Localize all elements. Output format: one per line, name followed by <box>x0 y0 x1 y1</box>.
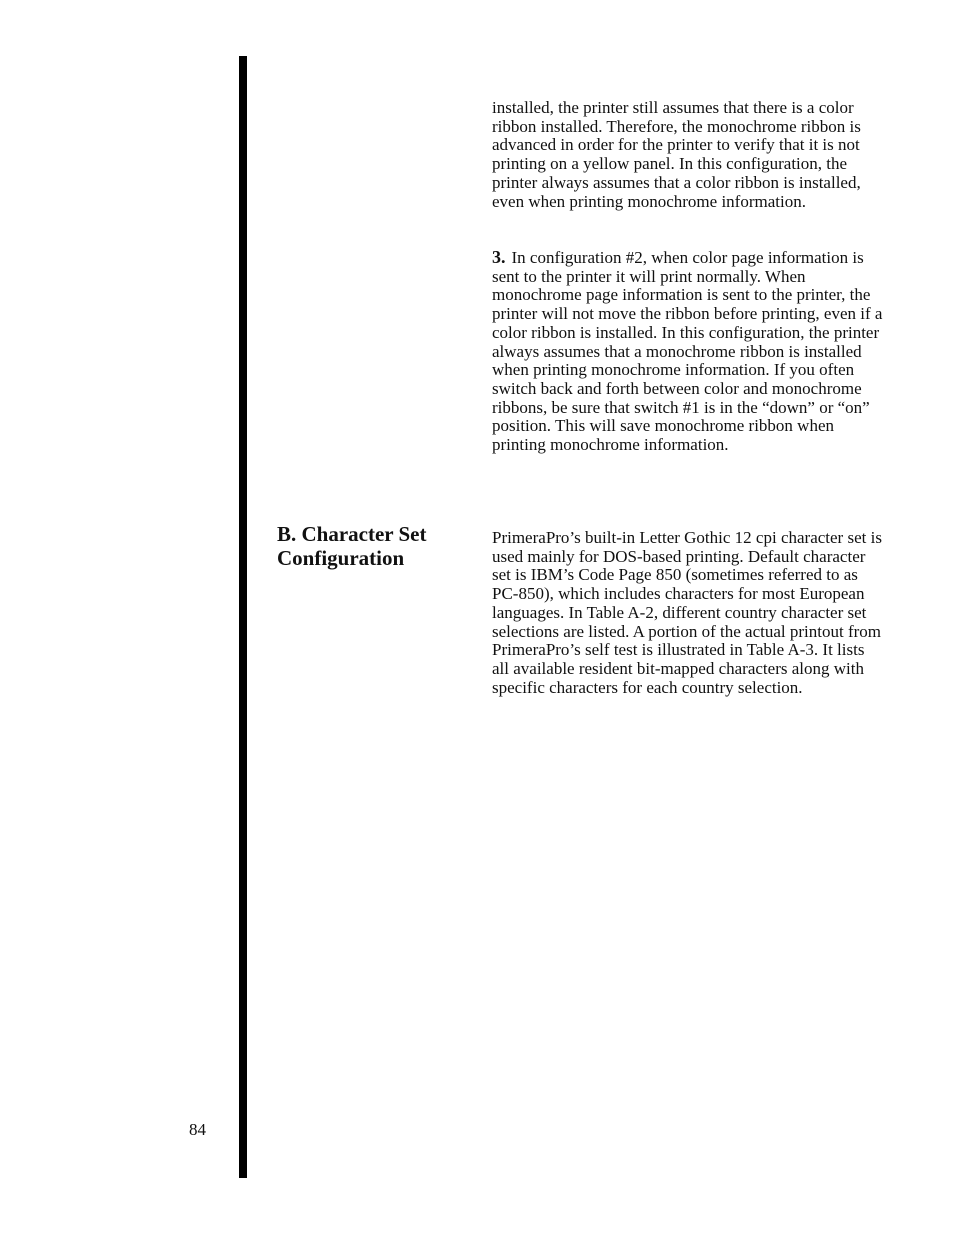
character-set-text: PrimeraPro’s built-in Letter Gothic 12 cpi character set is used mainly for DOS-based printing. Default character set is IBM’s Code Page 850 (sometimes referred to as PC-850), which includes characters for most European languages. In Table A-2, different country character set selections are listed. A portion of the actual printout from PrimeraPro’s self test is illustrated in Table A-3. It lists all available resident bit-mapped characters along with specific characters for each country selection. <box>492 528 882 697</box>
item-3-text: In configuration #2, when color page information is sent to the printer it will print normally. When monochrome page information is sent to the printer, the printer will not move the ribbon before printing, even if a color ribbon is installed. In this configuration, the printer always assumes that a monochrome ribbon is installed when printing monochrome information. If you often switch back and forth between color and monochrome ribbons, be sure that switch #1 is in the “down” or “on” position. This will save monochrome ribbon when printing monochrome information. <box>492 248 883 455</box>
section-heading-line-2: Configuration <box>277 545 405 570</box>
margin-bar <box>239 56 247 1178</box>
continuation-paragraph <box>492 99 884 211</box>
section-heading <box>277 523 477 570</box>
continuation-text: installed, the printer still assumes that there is a color ribbon installed. Therefore, the monochrome ribbon is advanced in order for the printer to verify that it is not printing on a yellow panel. In this configuration, the printer always assumes that a color ribbon is installed, even when printing monochrome information. <box>492 98 861 211</box>
item-3-paragraph <box>492 248 884 455</box>
character-set-paragraph <box>492 529 884 697</box>
section-heading-line-1: B. Character Set <box>277 522 427 546</box>
page-number: 84 <box>189 1120 206 1139</box>
item-3-number: 3. <box>492 247 506 267</box>
